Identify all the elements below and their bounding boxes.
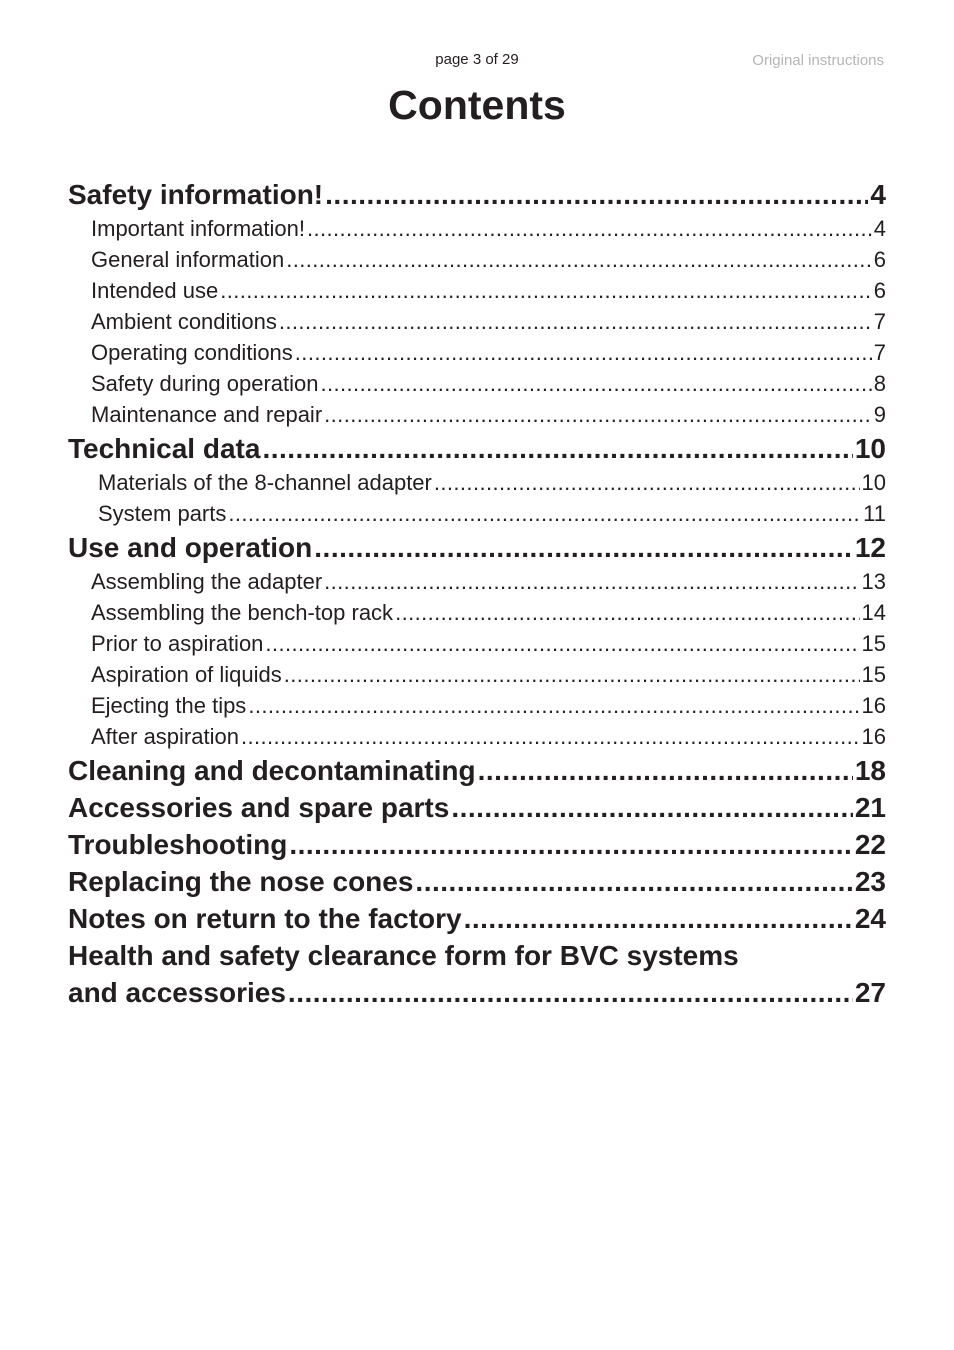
toc-leader: [464, 900, 853, 937]
toc-entry-page: 12: [854, 532, 886, 563]
toc-entry-page: 6: [873, 247, 886, 272]
toc-entry-label: and accessories: [68, 977, 286, 1008]
toc-leader: [324, 566, 859, 597]
toc-entry-page: 9: [873, 402, 886, 427]
toc-leader: [321, 368, 872, 399]
toc-entry-page: 13: [861, 569, 886, 594]
toc-leader: [415, 863, 852, 900]
toc-entry-page: 10: [861, 470, 886, 495]
toc-entry-page: 4: [873, 216, 886, 241]
toc-entry-materials-adapter[interactable]: [68, 467, 886, 498]
toc-leader: [451, 789, 853, 826]
toc-entry-label: Important information!: [91, 216, 305, 241]
toc-leader: [284, 659, 860, 690]
toc-entry-assembling-adapter[interactable]: [68, 566, 886, 597]
toc-entry-label: Safety during operation: [91, 371, 319, 396]
toc-entry-important-information[interactable]: [68, 213, 886, 244]
toc-entry-label: Materials of the 8-channel adapter: [98, 470, 432, 495]
toc-entry-label: Assembling the bench-top rack: [91, 600, 394, 625]
toc-entry-label: Intended use: [91, 278, 219, 303]
toc-leader: [288, 974, 853, 1011]
toc-entry-page: 7: [873, 309, 886, 334]
toc-entry-page: 6: [873, 278, 886, 303]
toc-entry-label: Use and operation: [68, 532, 313, 563]
toc-entry-page: 4: [870, 179, 886, 210]
toc-entry-page: 24: [854, 903, 886, 934]
toc-entry-technical-data[interactable]: [68, 430, 886, 467]
toc-leader: [265, 628, 859, 659]
toc-entry-intended-use[interactable]: [68, 275, 886, 306]
toc-entry-assembling-rack[interactable]: [68, 597, 886, 628]
toc-entry-label: System parts: [98, 501, 227, 526]
page-title: Contents: [388, 82, 566, 128]
toc-leader: [395, 597, 859, 628]
toc-leader: [325, 176, 868, 213]
toc-entry-label: Technical data: [68, 433, 261, 464]
header-note: Original instructions: [752, 52, 884, 69]
toc-entry-page: 15: [861, 662, 886, 687]
toc-entry-label: Cleaning and decontaminating: [68, 755, 476, 786]
toc-entry-clearance-form-line1[interactable]: Health and safety clearance form for BVC systems: [68, 940, 739, 971]
toc-entry-page: 14: [861, 600, 886, 625]
toc-entry-after-aspiration[interactable]: [68, 721, 886, 752]
toc-entry-label: After aspiration: [91, 724, 239, 749]
toc-entry-label: Replacing the nose cones: [68, 866, 414, 897]
toc-leader: [478, 752, 853, 789]
toc-entry-page: 11: [863, 501, 886, 526]
toc-entry-label: Maintenance and repair: [91, 402, 323, 427]
toc-entry-label: General information: [91, 247, 285, 272]
toc-entry-operating-conditions[interactable]: [68, 337, 886, 368]
toc-entry-page: 22: [854, 829, 886, 860]
toc-entry-safety-information[interactable]: [68, 176, 886, 213]
toc-entry-page: 23: [854, 866, 886, 897]
toc-leader: [289, 826, 853, 863]
toc-leader: [228, 498, 861, 529]
toc-entry-page: 16: [861, 693, 886, 718]
toc-entry-aspiration-of-liquids[interactable]: [68, 659, 886, 690]
toc-leader: [220, 275, 872, 306]
toc-entry-label: Notes on return to the factory: [68, 903, 462, 934]
toc-entry-nose-cones[interactable]: [68, 863, 886, 900]
toc-entry-ejecting-tips[interactable]: [68, 690, 886, 721]
toc-entry-page: 10: [854, 433, 886, 464]
toc-entry-label: Aspiration of liquids: [91, 662, 282, 687]
toc-leader: [314, 529, 853, 566]
toc-leader: [279, 306, 872, 337]
toc-entry-page: 8: [873, 371, 886, 396]
toc-entry-page: 15: [861, 631, 886, 656]
toc-entry-label: Ambient conditions: [91, 309, 277, 334]
toc-entry-label: Assembling the adapter: [91, 569, 323, 594]
toc-entry-label: Accessories and spare parts: [68, 792, 450, 823]
toc-entry-page: 27: [854, 977, 886, 1008]
table-of-contents: [68, 176, 886, 1011]
toc-entry-system-parts[interactable]: [68, 498, 886, 529]
toc-entry-general-information[interactable]: [68, 244, 886, 275]
toc-entry-page: 18: [854, 755, 886, 786]
toc-entry-prior-to-aspiration[interactable]: [68, 628, 886, 659]
toc-entry-page: 21: [854, 792, 886, 823]
toc-leader: [248, 690, 859, 721]
toc-entry-label: Prior to aspiration: [91, 631, 264, 656]
toc-leader: [434, 467, 860, 498]
toc-entry-page: 16: [861, 724, 886, 749]
toc-entry-use-and-operation[interactable]: [68, 529, 886, 566]
toc-leader: [241, 721, 860, 752]
toc-entry-safety-during-operation[interactable]: [68, 368, 886, 399]
toc-entry-cleaning[interactable]: [68, 752, 886, 789]
toc-entry-troubleshooting[interactable]: [68, 826, 886, 863]
toc-entry-label: Safety information!: [68, 179, 324, 210]
toc-entry-label: Troubleshooting: [68, 829, 288, 860]
toc-entry-maintenance-and-repair[interactable]: [68, 399, 886, 430]
toc-leader: [307, 213, 872, 244]
toc-entry-clearance-form[interactable]: [68, 974, 886, 1011]
toc-leader: [295, 337, 872, 368]
toc-entry-accessories[interactable]: [68, 789, 886, 826]
toc-entry-page: 7: [873, 340, 886, 365]
toc-leader: [262, 430, 852, 467]
toc-leader: [324, 399, 872, 430]
toc-entry-label: Operating conditions: [91, 340, 293, 365]
toc-entry-label: Ejecting the tips: [91, 693, 247, 718]
toc-entry-ambient-conditions[interactable]: [68, 306, 886, 337]
toc-entry-return-to-factory[interactable]: [68, 900, 886, 937]
toc-leader: [286, 244, 872, 275]
page-number: page 3 of 29: [435, 51, 519, 68]
